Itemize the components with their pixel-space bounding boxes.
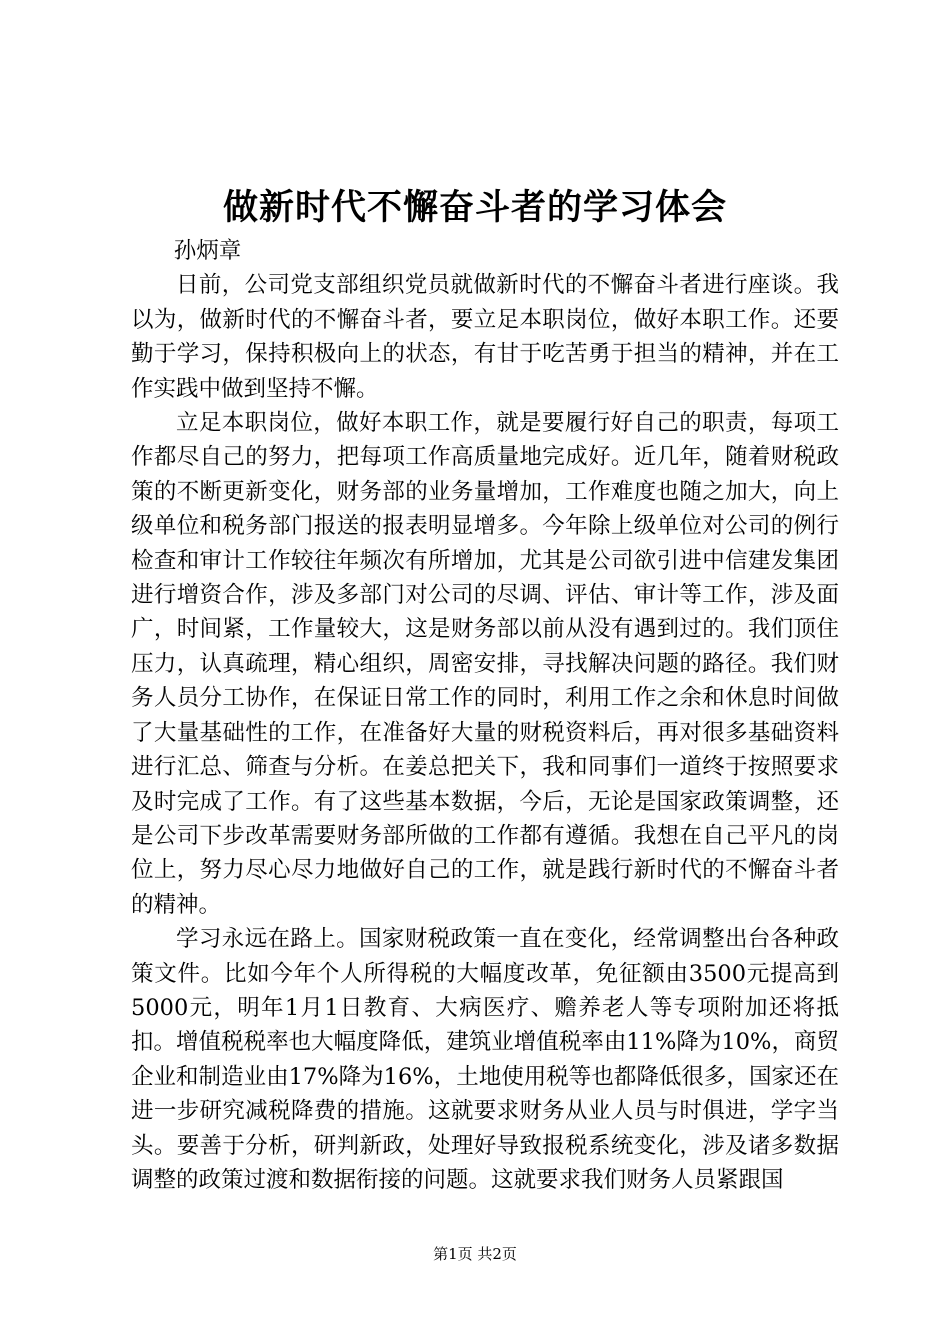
paragraph-3: 学习永远在路上。国家财税政策一直在变化，经常调整出台各种政策文件。比如今年个人所得税的大幅度改革，免征额由3500元提高到5000元，明年1月1日教育、大病医疗、赡养老人等专项附加还将抵扣。增值税税率也大幅度降低，建筑业增值税率由11%降为10%，商贸企业和制造业由17%降为16%，土地使用税等也都降低很多，国家还在进一步研究减税降费的措施。这就要求财务从业人员与时俱进，学字当头。要善于分析，研判新政，处理好导致报税系统变化，涉及诸多数据调整的政策过渡和数据衔接的问题。这就要求我们财务人员紧跟国 (131, 926, 839, 1193)
paragraph-2: 立足本职岗位，做好本职工作，就是要履行好自己的职责，每项工作都尽自己的努力，把每项工作高质量地完成好。近几年，随着财税政策的不断更新变化，财务部的业务量增加，工作难度也随之加大，向上级单位和税务部门报送的报表明显增多。今年除上级单位对公司的例行检查和审计工作较往年频次有所增加，尤其是公司欲引进中信建发集团进行增资合作，涉及多部门对公司的尽调、评估、审计等工作，涉及面广，时间紧，工作量较大，这是财务部以前从没有遇到过的。我们顶住压力，认真疏理，精心组织，周密安排，寻找解决问题的路径。我们财务人员分工协作，在保证日常工作的同时，利用工作之余和休息时间做了大量基础性的工作，在准备好大量的财税资料后，再对很多基础资料进行汇总、筛查与分析。在姜总把关下，我和同事们一道终于按照要求及时完成了工作。有了这些基本数据，今后，无论是国家政策调整，还是公司下步改革需要财务部所做的工作都有遵循。我想在自己平凡的岗位上，努力尽心尽力地做好自己的工作，就是践行新时代的不懈奋斗者的精神。 (131, 410, 839, 918)
page-footer: 第1页 共2页 (433, 1245, 517, 1263)
paragraph-1: 日前，公司党支部组织党员就做新时代的不懈奋斗者进行座谈。我以为，做新时代的不懈奋斗者，要立足本职岗位，做好本职工作。还要勤于学习，保持积极向上的状态，有甘于吃苦勇于担当的精神，并在工作实践中做到坚持不懈。 (131, 272, 839, 402)
author-name: 孙炳章 (173, 238, 242, 264)
document-body (131, 234, 839, 1197)
document-title: 做新时代不懈奋斗者的学习体会 (222, 187, 727, 228)
